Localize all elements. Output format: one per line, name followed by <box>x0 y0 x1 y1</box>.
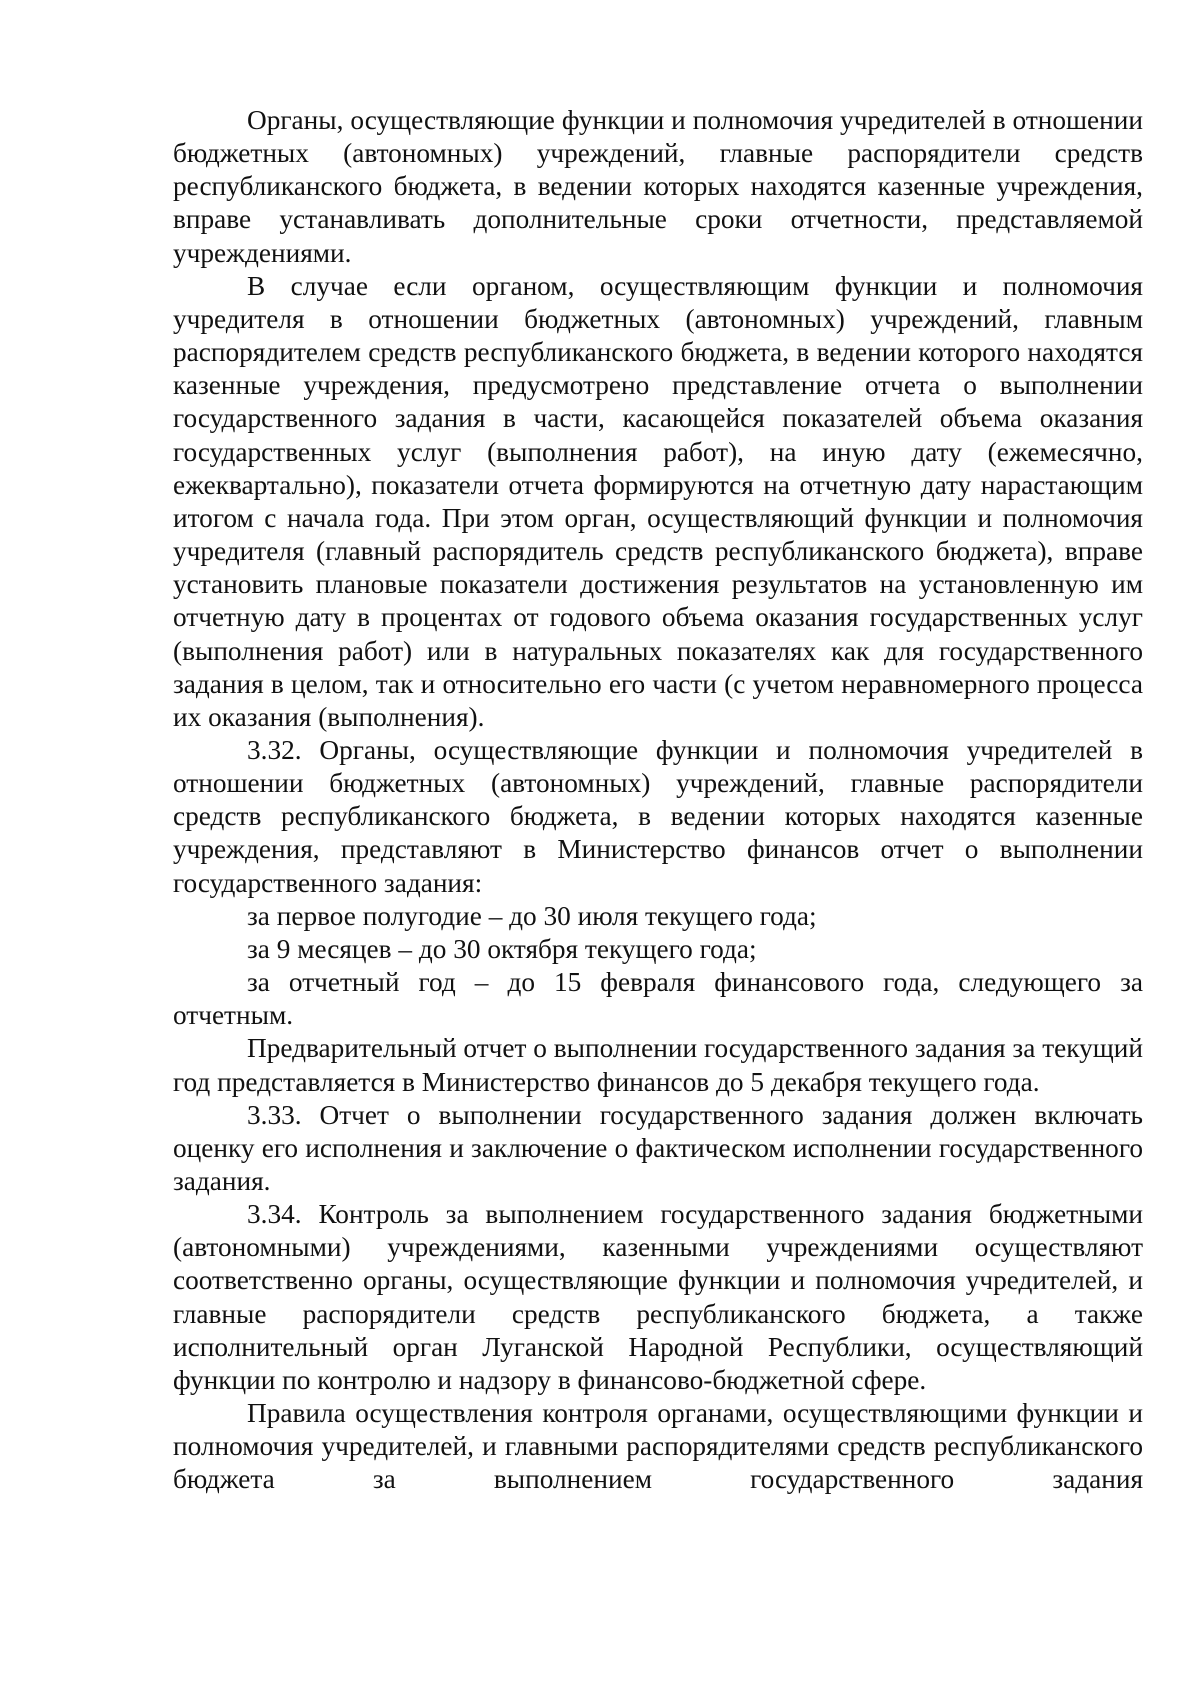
paragraph-nine-months: за 9 месяцев – до 30 октября текущего года; <box>247 933 757 964</box>
paragraph-3-34: 3.34. Контроль за выполнением государственного задания бюджетными (автономными) учреждениями, казенными учреждениями осуществляют соответственно органы, осуществляющие функции и полномочия учредителей, и главные распорядители средств республиканского бюджета, а также исполнительный орган Луганской Народной Республики, осуществляющий функции по контролю и надзору в финансово-бюджетной сфере. <box>173 1199 1143 1395</box>
paragraph-reporting-other-date: В случае если органом, осуществляющим функции и полномочия учредителя в отношении бюджетных (автономных) учреждений, главным распорядителем средств республиканского бюджета, в ведении которого находятся казенные учреждения, предусмотрено представление отчета о выполнении государственного задания в части, касающейся показателей объема оказания государственных услуг (выполнения работ), на иную дату (ежемесячно, ежеквартально), показатели отчета формируются на отчетную дату нарастающим итогом с начала года. При этом орган, осуществляющий функции и полномочия учредителя (главный распорядитель средств республиканского бюджета), вправе установить плановые показатели достижения результатов на установленную им отчетную дату в процентах от годового объема оказания государственных услуг (выполнения работ) или в натуральных показателях как для государственного задания в целом, так и относительно его части (с учетом неравномерного процесса их оказания (выполнения). <box>173 270 1143 732</box>
paragraph-reporting-year: за отчетный год – до 15 февраля финансового года, следующего за отчетным. <box>173 967 1143 1031</box>
paragraph-control-rules: Правила осуществления контроля органами, осуществляющими функции и полномочия учредителей, и главными распорядителями средств республиканского бюджета за выполнением государственного задания <box>173 1398 1143 1495</box>
paragraph-3-32: 3.32. Органы, осуществляющие функции и полномочия учредителей в отношении бюджетных (автономных) учреждений, главные распорядители средств республиканского бюджета, в ведении которых находятся казенные учреждения, представляют в Министерство финансов отчет о выполнении государственного задания: <box>173 734 1143 898</box>
paragraph-3-33: 3.33. Отчет о выполнении государственного задания должен включать оценку его исполнения и заключение о фактическом исполнении государственного задания. <box>173 1099 1143 1196</box>
paragraph-additional-reporting-deadlines: Органы, осуществляющие функции и полномочия учредителей в отношении бюджетных (автономных) учреждений, главные распорядители средств республиканского бюджета, в ведении которых находятся казенные учреждения, вправе устанавливать дополнительные сроки отчетности, представляемой учреждениями. <box>173 105 1143 268</box>
document-page <box>173 104 1143 1497</box>
paragraph-first-half-year: за первое полугодие – до 30 июля текущего года; <box>247 900 817 931</box>
paragraph-preliminary-report: Предварительный отчет о выполнении государственного задания за текущий год представляется в Министерство финансов до 5 декабря текущего года. <box>173 1033 1143 1097</box>
